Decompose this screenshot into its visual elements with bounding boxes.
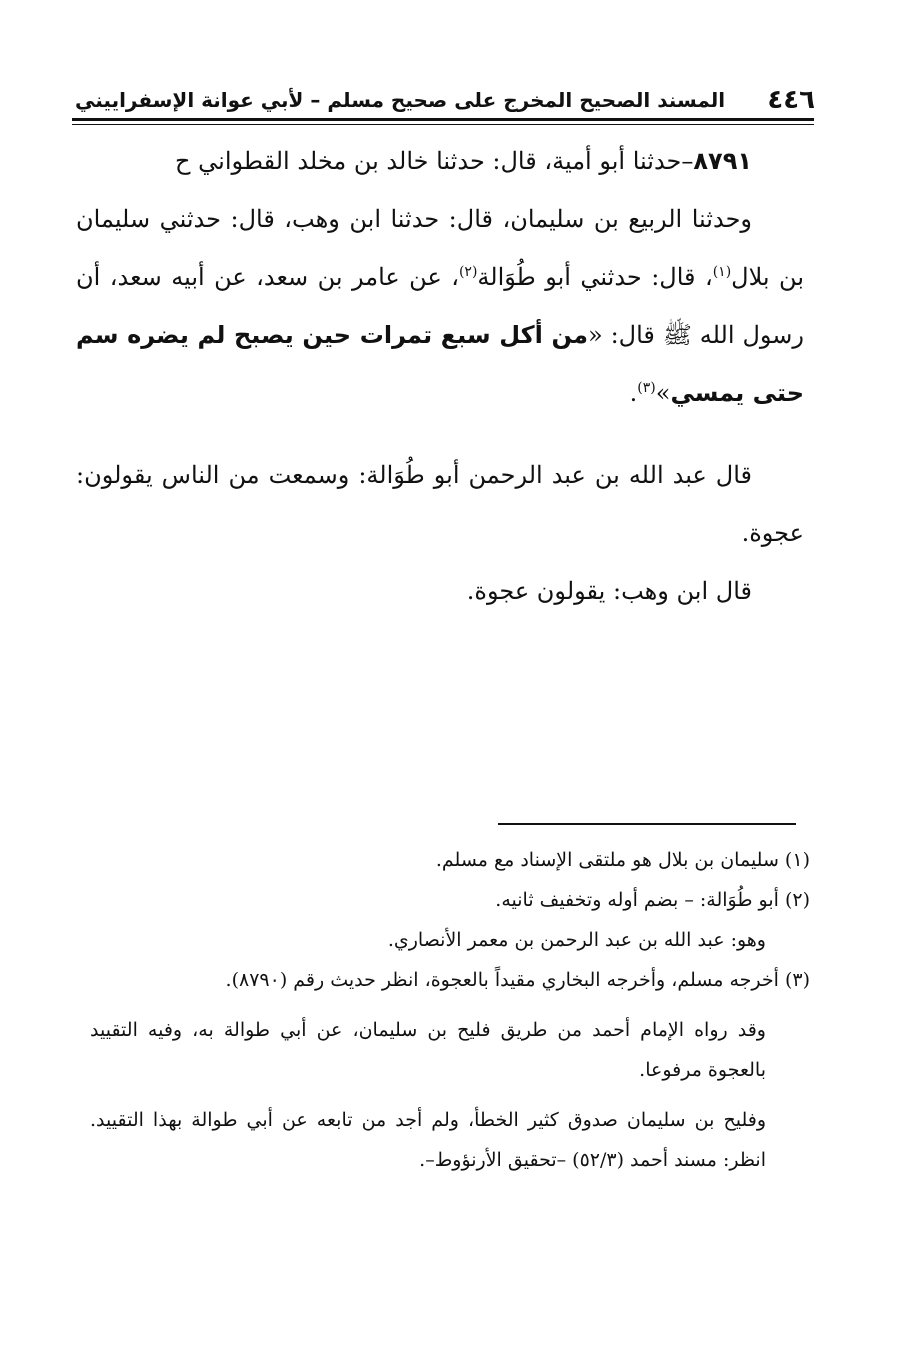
footnote-ref-1: (١) [712,264,732,280]
footnote-ref-2: (٢) [458,264,478,280]
hadith-paragraph-3: قال عبد الله بن عبد الرحمن أبو طُوَالة: وسمعت من الناس يقولون: عجوة. [76,461,804,547]
prophetic-quote: من أكل سبع تمرات حين يصبح لم يضره سم حتى يمسي [76,321,804,407]
footnotes [90,840,810,1180]
footnote-separator [498,823,796,825]
hadith-paragraph-2: وحدثنا الربيع بن سليمان، قال: حدثنا ابن وهب، قال: حدثني سليمان بن بلال$^{(١)}$، قال: حدثني أبو طُوَالة$^{(٢)}$، عن عامر بن سعد، عن أبيه سعد، أن رسول الله ﷺ قال: «من أكل سبع تمرات حين يصبح لم يضره سم حتى يمسي»$^{(٣)}$. [76,205,805,407]
page-number: ٤٤٦ [767,85,815,115]
footnote-3-continued: وقد رواه الإمام أحمد من طريق فليح بن سليمان، عن أبي طوالة به، وفيه التقييد بالعجوة مرفوعا. [90,1019,766,1081]
footnote-ref-3: (٣) [637,380,656,396]
header-rule-thin [72,124,814,125]
running-header [75,82,815,118]
footnote-3-continued-2: وفليح بن سليمان صدوق كثير الخطأ، ولم أجد من تابعه عن أبي طوالة بهذا التقييد. انظر: مسند أحمد (٥٢/٣) –تحقيق الأرنؤوط–. [90,1109,766,1171]
footnote-3: (٣) أخرجه مسلم، وأخرجه البخاري مقيداً بالعجوة، انظر حديث رقم (٨٧٩٠). [225,969,810,991]
hadith-paragraph-4: قال ابن وهب: يقولون عجوة. [466,577,752,605]
main-text [76,132,804,620]
footnote-2-continued: وهو: عبد الله بن عبد الرحمن بن معمر الأنصاري. [387,929,766,951]
footnote-2: (٢) أبو طُوَالة: – بضم أوله وتخفيف ثانيه. [495,889,810,911]
footnote-1: (١) سليمان بن بلال هو ملتقى الإسناد مع مسلم. [435,849,810,871]
header-rule-thick [72,118,814,121]
hadith-paragraph-1: ٨٧٩١–حدثنا أبو أمية، قال: حدثنا خالد بن مخلد القطواني ح [175,147,752,175]
running-title: المسند الصحيح المخرج على صحيح مسلم – لأبي عوانة الإسفراييني [75,88,726,112]
hadith-number: ٨٧٩١ [693,147,752,175]
